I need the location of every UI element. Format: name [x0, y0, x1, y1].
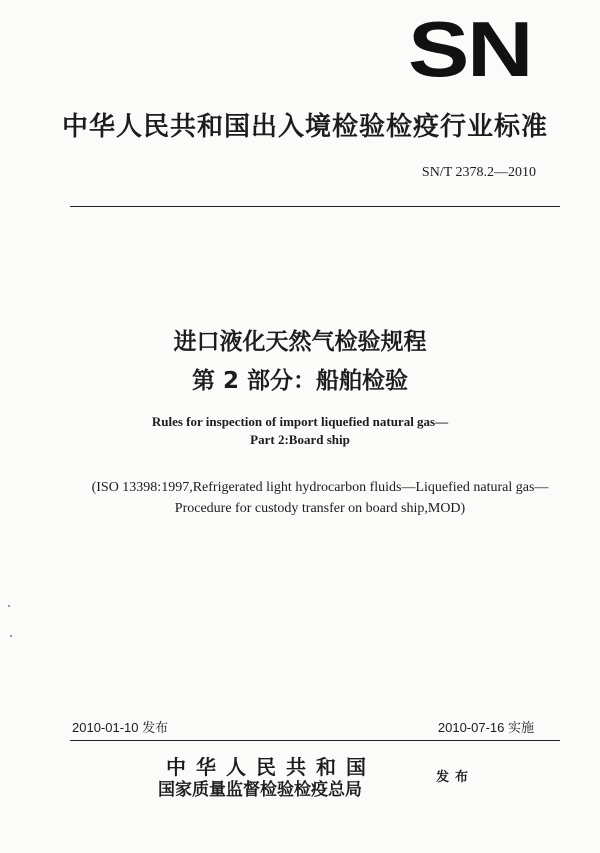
title-zh-line2: 第 2 部分：船舶检验: [191, 368, 409, 394]
issuer-header: 中华人民共和国出入境检验检疫行业标准: [62, 112, 549, 142]
issue-date: 2010-01-10 发布: [72, 720, 169, 735]
publisher-line1: 中华人民共和国: [166, 755, 376, 779]
title-zh-line1: 进口液化天然气检验规程: [173, 329, 427, 355]
publisher-line2: 国家质量监督检验检疫总局: [158, 780, 362, 800]
scan-speck: [8, 605, 10, 607]
top-divider: [70, 206, 560, 207]
publish-action: 发布: [436, 770, 475, 785]
implementation-date: 2010-07-16 实施: [437, 720, 534, 735]
title-en-line2: Part 2:Board ship: [250, 432, 350, 447]
scan-speck: [10, 635, 12, 637]
standard-number: SN/T 2378.2—2010: [421, 165, 536, 180]
bottom-divider: [70, 740, 560, 741]
sn-logo: SN: [408, 5, 532, 93]
title-en-line1: Rules for inspection of import liquefied natural gas—: [151, 414, 449, 429]
iso-reference: (ISO 13398:1997,Refrigerated light hydrocarbon fluids—Liquefied natural gas—Procedure for custody transfer on board ship,MOD): [91, 480, 549, 516]
